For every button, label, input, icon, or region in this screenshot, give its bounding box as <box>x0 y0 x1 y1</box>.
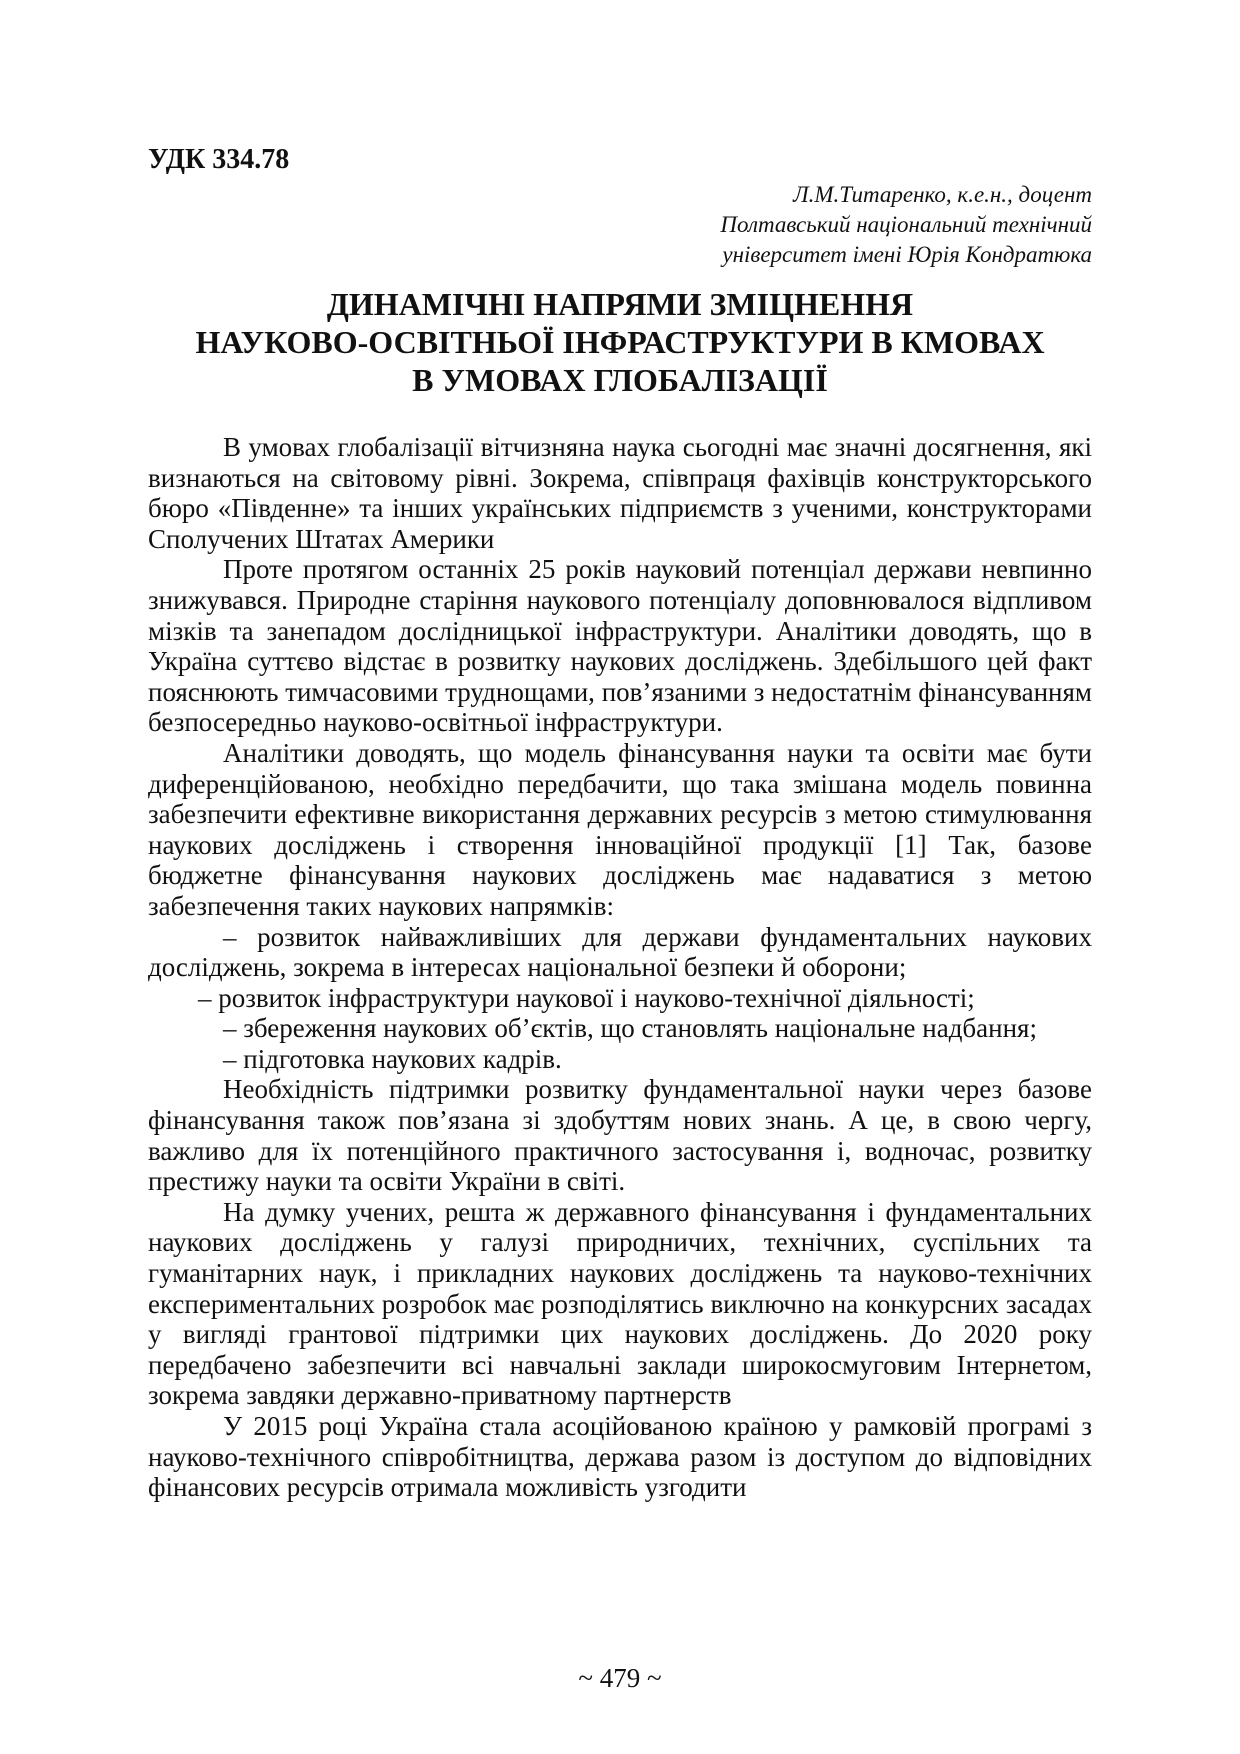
paragraph: Проте протягом останніх 25 років науковий потенціал держави невпинно знижувався. Природне старіння наукового потенціалу доповнювалося відпливом мізків та занепадом дослідницької інфраструктури. Аналітики доводять, що в Україна суттєво відстає в розвитку наукових досліджень. Здебільшого цей факт пояснюють тимчасовими труднощами, пов’язаними з недостатнім фінансуванням безпосередньо науково-освітньої інфраструктури. <box>148 554 1092 738</box>
page-number: ~ 479 ~ <box>578 1663 662 1693</box>
article-body <box>148 432 1092 1503</box>
article-title <box>130 285 1110 399</box>
list-item: – підготовка наукових кадрів. <box>223 1043 562 1074</box>
author-affiliation-cont: університет імені Юрія Кондратюка <box>722 242 1092 267</box>
udc-code: УДК 334.78 <box>148 144 290 175</box>
paragraph: Необхідність підтримки розвитку фундаментальної науки через базове фінансування також пов’язана зі здобуттям нових знань. А це, в свою чергу, важливо для їх потенційного практичного застосування і, водночас, розвитку престижу науки та освіти України в світі. <box>148 1074 1092 1197</box>
title-line: ДИНАМІЧНІ НАПРЯМИ ЗМІЦНЕННЯ <box>326 286 914 322</box>
author-block <box>392 180 1092 270</box>
paragraph: В умовах глобалізації вітчизняна наука сьогодні має значні досягнення, які визнаються на світовому рівні. Зокрема, співпраця фахівців конструкторського бюро «Південне» та інших українських підприємств з ученими, конструкторами Сполучених Штатах Америки <box>148 432 1092 554</box>
title-line: В УМОВАХ ГЛОБАЛІЗАЦІЇ <box>412 362 828 398</box>
list-item: – розвиток найважливіших для держави фундаментальних наукових досліджень, зокрема в інтересах національної безпеки й оборони; <box>148 921 1092 983</box>
author-affiliation: Полтавський національний технічний <box>720 212 1092 237</box>
author-name: Л.М.Титаренко, к.е.н., доцент <box>793 182 1092 207</box>
paragraph: Аналітики доводять, що модель фінансування науки та освіти має бути диференційованою, необхідно передбачити, що така змішана модель повинна забезпечити ефективне використання державних ресурсів з метою стимулювання наукових досліджень і створення інноваційної продукції [1] Так, базове бюджетне фінансування наукових досліджень має надаватися з метою забезпечення таких наукових напрямків: <box>148 737 1092 921</box>
paragraph: На думку учених, решта ж державного фінансування і фундаментальних наукових досліджень у галузі природничих, технічних, суспільних та гуманітарних наук, і прикладних наукових досліджень та науково-технічних експериментальних розробок має розподілятись виключно на конкурсних засадах у вигляді грантової підтримки цих наукових досліджень. До 2020 року передбачено забезпечити всі навчальні заклади широкосмуговим Інтернетом, зокрема завдяки державно-приватному партнерств <box>148 1196 1092 1411</box>
title-line: НАУКОВО-ОСВІТНЬОЇ ІНФРАСТРУКТУРИ В КМОВАХ <box>195 324 1045 360</box>
list-item: – розвиток інфраструктури наукової і науково-технічної діяльності; <box>198 982 975 1013</box>
paragraph: У 2015 році Україна стала асоційованою країною у рамковій програмі з науково-технічного співробітництва, держава разом із доступом до відповідних фінансових ресурсів отримала можливість узгодити <box>148 1411 1092 1503</box>
list-item: – збереження наукових об’єктів, що становлять національне надбання; <box>223 1013 1037 1044</box>
